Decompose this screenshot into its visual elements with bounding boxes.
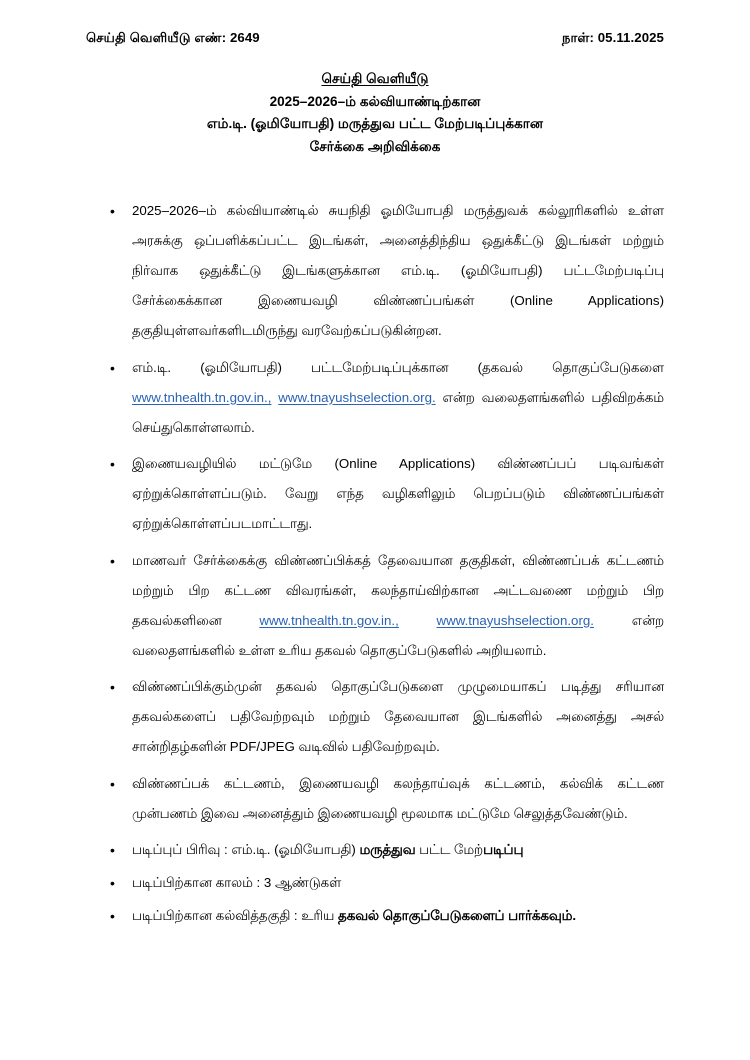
bullet-admission-scope: [86, 196, 664, 346]
bullet-download-prospectus: [86, 353, 664, 443]
bullet-list: [86, 196, 664, 931]
bullet-text: விண்ணப்பிக்கும்முன் தகவல் தொகுப்பேடுகளை முழுமையாகப் படித்து சரியான தகவல்களைப் பதிவேற்றவும் மற்றும் தேவையான இடங்களில் அனைத்து அசல் சான்றிதழ்களின் PDF/JPEG வடிவில் பதிவேற்றவும்.: [132, 679, 664, 754]
bullet-read-before-apply: [86, 672, 664, 762]
bullet-text: இணையவழியில் மட்டுமே (Online Applications) விண்ணப்பப் படிவங்கள் ஏற்றுக்கொள்ளப்படும். வேறு எந்த வழிகளிலும் பெறப்படும் விண்ணப்பங்கள் ஏற்றுக்கொள்ளப்படமாட்டாது.: [132, 456, 664, 531]
bullet-text: படிப்பிற்கான காலம் : 3 ஆண்டுகள்: [132, 875, 342, 890]
bullet-course-eligibility: [86, 901, 664, 931]
bullet-fee-payment: [86, 769, 664, 829]
bullet-eligibility-info: [86, 546, 664, 666]
title-line-2: 2025–2026–ம் கல்வியாண்டிற்கான: [269, 93, 481, 109]
bullet-marker-icon: •: [110, 775, 115, 792]
bullet-text: படிப்புப் பிரிவு : எம்.டி. (ஓமியோபதி) மருத்துவ பட்ட மேற்படிப்பு: [132, 842, 524, 857]
bullet-marker-icon: •: [110, 875, 115, 891]
external-link[interactable]: www.tnayushselection.org.: [436, 612, 594, 628]
emphasis-text: மருத்துவ: [359, 842, 416, 857]
title-line-1: செய்தி வெளியீடு: [321, 71, 429, 86]
bullet-marker-icon: •: [110, 456, 115, 472]
bullet-text: மாணவர் சேர்க்கைக்கு விண்ணப்பிக்கத் தேவையான தகுதிகள், விண்ணப்பக் கட்டணம் மற்றும் பிற கட்டண விவரங்கள், கலந்தாய்விற்கான அட்டவணை மற்றும் பிற தகவல்களினை www.tnhealth.tn.gov.in., www.tnayushselection.org. என்ற வலைதளங்களில் உள்ள உரிய தகவல் தொகுப்பேடுகளில் அறியலாம்.: [132, 552, 665, 658]
bullet-text: 2025–2026–ம் கல்வியாண்டில் சுயநிதி ஓமியோபதி மருத்துவக் கல்லூரிகளில் உள்ள அரசுக்கு ஒப்பளிக்கப்பட்ட இடங்கள், அனைத்திந்திய ஒதுக்கீட்டு இடங்கள் மற்றும் நிர்வாக ஒதுக்கீட்டு இடங்களுக்கான எம்.டி. (ஓமியோபதி) பட்டமேற்படிப்பு சேர்க்கைக்கான இணையவழி விண்ணப்பங்கள் (Online Applications) தகுதியுள்ளவர்களிடமிருந்து வரவேற்கப்படுகின்றன.: [132, 203, 664, 338]
external-link[interactable]: www.tnhealth.tn.gov.in.,: [132, 389, 272, 405]
bullet-marker-icon: •: [110, 552, 115, 569]
bullet-marker-icon: •: [110, 842, 115, 858]
title-line-4: சேர்க்கை அறிவிக்கை: [309, 138, 441, 154]
bullet-text: எம்.டி. (ஓமியோபதி) பட்டமேற்படிப்புக்கான (தகவல் தொகுப்பேடுகளை www.tnhealth.tn.gov.in., www.tnayushselection.org. என்ற வலைதளங்களில் பதிவிறக்கம் செய்துகொள்ளலாம்.: [132, 359, 664, 435]
title-line-3: எம்.டி. (ஓமியோபதி) மருத்துவ பட்ட மேற்படிப்புக்கான: [206, 116, 544, 131]
announcement-body: [86, 196, 664, 934]
emphasis-text: தகவல் தொகுப்பேடுகளைப் பார்க்கவும்.: [338, 908, 577, 923]
release-number-label: செய்தி வெளியீடு எண்: 2649: [86, 30, 260, 45]
bullet-marker-icon: •: [110, 203, 115, 219]
document-header: [86, 30, 664, 47]
bullet-online-only: [86, 449, 664, 539]
bullet-text: படிப்பிற்கான கல்வித்தகுதி : உரிய தகவல் தொகுப்பேடுகளைப் பார்க்கவும்.: [132, 908, 577, 923]
external-link[interactable]: www.tnhealth.tn.gov.in.,: [259, 612, 399, 628]
bullet-marker-icon: •: [110, 679, 115, 695]
page-title: [86, 68, 664, 158]
bullet-marker-icon: •: [110, 359, 115, 376]
bullet-text: விண்ணப்பக் கட்டணம், இணையவழி கலந்தாய்வுக் கட்டணம், கல்விக் கட்டண முன்பணம் இவை அனைத்தும் இணையவழி மூலமாக மட்டுமே செலுத்தவேண்டும்.: [132, 775, 664, 821]
bullet-marker-icon: •: [110, 908, 115, 924]
emphasis-text: படிப்பு: [483, 842, 524, 857]
bullet-course-branch: [86, 835, 664, 865]
release-date-label: நாள்: 05.11.2025: [562, 30, 664, 45]
bullet-course-duration: [86, 868, 664, 898]
external-link[interactable]: www.tnayushselection.org.: [278, 389, 436, 405]
